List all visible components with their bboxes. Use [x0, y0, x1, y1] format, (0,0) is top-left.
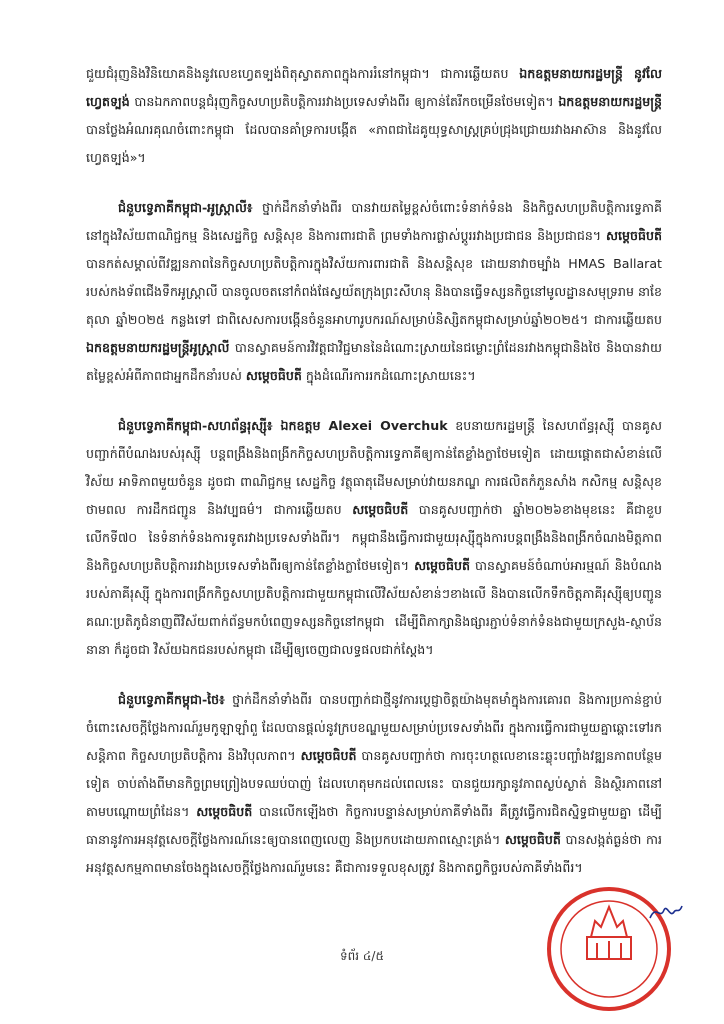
body-text: បានឯកភាពបន្តជំរុញកិច្ចសហប្រតិបត្តិការរវាងប្រទេសទាំងពីរ ឲ្យកាន់តែរីកចម្រើនថែមទៀត។ [129, 94, 559, 109]
bold-text: សម្ដេចធិបតី [352, 502, 409, 517]
bold-text: សម្ដេចធិបតី [606, 228, 662, 243]
body-text: បានថ្លែងអំណរគុណចំពោះកម្ពុជា ដែលបានគាំទ្រការបង្កើត «ភាពជាដៃគូយុទ្ធសាស្ត្រគ្រប់ជ្រុងជ្រោយរវាងអាស៊ាន និងនូវលែហ្វេតទ្បង់»។ [86, 122, 662, 165]
bold-text: សម្ដេចធិបតី [245, 368, 302, 383]
bold-text: ជំនួបទ្វេភាគីកម្ពុជា-ថៃ៖ [118, 692, 225, 707]
bold-text: ជំនួបទ្វេភាគីកម្ពុជា-អូស្ត្រាលី៖ [118, 200, 253, 215]
bold-text: សម្ដេចធិបតី [414, 558, 471, 573]
body-text: ជួយជំរុញនិងវិនិយោគនិងនូវលេខហ្វេតទ្បង់ពិតុស្វាតភាពក្នុងការរំនៅកម្ពុជា។ ជាការឆ្លើយតប [86, 66, 520, 81]
bold-text: ឯកឧត្តមនាយករដ្ឋមន្ត្រីអូស្ត្រាលី [86, 340, 230, 355]
bold-text: សម្ដេចធិបតី [196, 804, 253, 819]
body-text: ក្នុងដំណើរការរកដំណោះស្រាយនេះ។ [301, 368, 476, 383]
bold-text: ឯកឧត្តមនាយករដ្ឋមន្ត្រី [558, 94, 662, 109]
body-text: បានសង្កត់ធ្ងន់ថា ការអនុវត្តសកម្មភាពមានចែងក្នុងសេចក្តីថ្លែងការណ៍រួមនេះ គឺជាការទទួលខុសត្រូវ និងកាតព្វកិច្ចរបស់ភាគីទាំងពីរ។ [86, 832, 662, 875]
body-text: ឧបនាយករដ្ឋមន្ត្រី នៃសហព័ន្ធរុស្ស៊ី បានគូសបញ្ជាក់ពីបំណងរបស់រុស្ស៊ី បន្តពង្រឹងនិងពង្រីកកិច្ចសហប្រតិបត្តិការទ្វេភាគីឲ្យកាន់តែខ្លាំងក្លាថែមទៀត ដោយផ្តោតជាសំខាន់លើវិស័យ អាទិភាពមួយចំនួន ដូចជា ពាណិជ្ជកម្ម សេដ្ឋកិច្ច វត្ថុធាតុដើមសម្រាប់វាយនភណ្ឌ ការផលិតកំភួនសាំង កសិកម្ម សន្តិសុខថាមពល ការដឹកជញ្ជូន និងវប្បធម៌។ ជាការឆ្លើយតប [86, 418, 662, 517]
body-text: បានគូសបញ្ជាក់ថា ការចុះហត្ថលេខានេះឆ្លុះបញ្ចាំងវឌ្ឍនភាពបន្ថែមទៀត ចាប់តាំងពីមានកិច្ចព្រមព្រៀងបទឈប់បាញ់ ដែលហេតុមកដល់ពេលនេះ បានជួយរក្សានូវភាពស្ងប់ស្ងាត់ និងស្ថិរភាពនៅតាមបណ្តោយព្រំដែន។ [86, 748, 662, 819]
document-body [86, 60, 662, 904]
paragraph-russia [86, 412, 662, 664]
body-text: ថ្នាក់ដឹកនាំទាំងពីរ បានបញ្ជាក់ជាថ្មីនូវការប្តេជ្ញាចិត្តយ៉ាងមុតមាំក្នុងការគោរព និងការប្រកាន់ខ្ជាប់ចំពោះសេចក្តីថ្លែងការណ៍រួមកូឡាឡាំពួ ដែលបានផ្តល់នូវក្របខណ្ឌមួយសម្រាប់ប្រទេសទាំងពីរ ក្នុងការធ្វើការជាមួយគ្នាឆ្ពោះទៅរកសន្តិភាព កិច្ចសហប្រតិបត្តិការ និងវិបុលភាព។ [86, 692, 662, 763]
body-text: បានលើកឡើងថា កិច្ចការបន្ទាន់សម្រាប់ភាគីទាំងពីរ គឺត្រូវធ្វើការជិតស្និទ្ធជាមួយគ្នា ដើម្បីធានានូវការអនុវត្តសេចក្តីថ្លែងការណ៍នេះឲ្យបានពេញលេញ និងប្រកបដោយភាពស្មោះត្រង់។ [86, 804, 662, 847]
body-text: ថ្នាក់ដឹកនាំទាំងពីរ បានវាយតម្លៃខ្ពស់ចំពោះទំនាក់ទំនង និងកិច្ចសហប្រតិបត្តិការទ្វេភាគី នៅក្នុងវិស័យពាណិជ្ជកម្ម និងសេដ្ឋកិច្ច សន្តិសុខ និងការពារជាតិ ព្រមទាំងការផ្លាស់ប្តូររវាងប្រជាជន និងប្រជាជន។ [86, 200, 662, 243]
body-text: បានកត់សម្គាល់ពីវឌ្ឍនភាពនៃកិច្ចសហប្រតិបត្តិការក្នុងវិស័យការពារជាតិ និងសន្តិសុខ ដោយនាវាចម្បាំង HMAS Ballarat របស់កងទ័ពជើងទឹកអូស្ត្រាលី បានចូលចតនៅកំពង់ផែស្វយ័តក្រុងព្រះសីហនុ និងបានធ្វើទស្សនកិច្ចនៅមូលដ្ឋានសមុទ្ររាម នាខែតុលា ឆ្នាំ២០២៥ កន្លងទៅ ជាពិសេសការបង្កើនចំនួនអាហារូបករណ៍សម្រាប់និស្សិតកម្ពុជាសម្រាប់ឆ្នាំ២០២៥។ ជាការឆ្លើយតប [86, 256, 662, 327]
body-text: បានស្វាគមន៍ការវិវត្តជាវិជ្ជមាននៃដំណោះស្រាយនៃជម្លោះព្រំដែនរវាងកម្ពុជានិងថៃ និងបានវាយតម្លៃខ្ពស់អំពីភាពជាអ្នកដឹកនាំរបស់ [86, 340, 662, 383]
body-text: បានគូសបញ្ជាក់ថា ឆ្នាំ២០២៦ខាងមុខនេះ គឺជាខួបលើកទី៧០ នៃទំនាក់ទំនងការទូតរវាងប្រទេសទាំងពីរ។ កម្ពុជានឹងធ្វើការជាមួយរុស្ស៊ីក្នុងការបន្តពង្រឹងនិងពង្រីកចំណងមិត្តភាព និងកិច្ចសហប្រតិបត្តិការរវាងប្រទេសទាំងពីរឲ្យកាន់តែខ្លាំងក្លាថែមទៀត។ [86, 502, 662, 573]
bold-text: សម្ដេចធិបតី [300, 748, 357, 763]
page-number: ទំព័រ ៤/៥ [340, 949, 384, 963]
body-text: បានស្វាគមន៍ចំណាប់អារម្មណ៍ និងបំណងរបស់ភាគីរុស្ស៊ី ក្នុងការពង្រីកកិច្ចសហប្រតិបត្តិការជាមួយកម្ពុជាលើវិស័យសំខាន់ៗខាងលើ និងបានលើកទឹកចិត្តភាគីរុស្ស៊ីឲ្យបញ្ជូនគណៈប្រតិភូជំនាញពីវិស័យពាក់ព័ន្ធមកបំពេញទស្សនកិច្ចនៅកម្ពុជា ដើម្បីពិភាក្សានិងផ្សារភ្ជាប់ទំនាក់ទំនងជាមួយក្រសួង-ស្ថាប័ននានា ក៏ដូចជា វិស័យឯកជនរបស់កម្ពុជា ដើម្បីឲ្យចេញជាលទ្ធផលជាក់ស្តែង។ [86, 558, 662, 657]
bold-text: ឯកឧត្តមនាយករដ្ឋមន្ត្រី នូវលែហ្វេតទ្បង់ [86, 66, 663, 109]
paragraph-australia [86, 194, 662, 390]
paragraph-thailand [86, 686, 662, 882]
bold-text: សម្ដេចធិបតី [504, 832, 561, 847]
signature-icon [648, 900, 684, 924]
paragraph-intro [86, 60, 662, 172]
bold-text: ជំនួបទ្វេភាគីកម្ពុជា-សហព័ន្ធរុស្ស៊ី៖ ឯកឧត្តម Alexei Overchuk [118, 418, 448, 433]
